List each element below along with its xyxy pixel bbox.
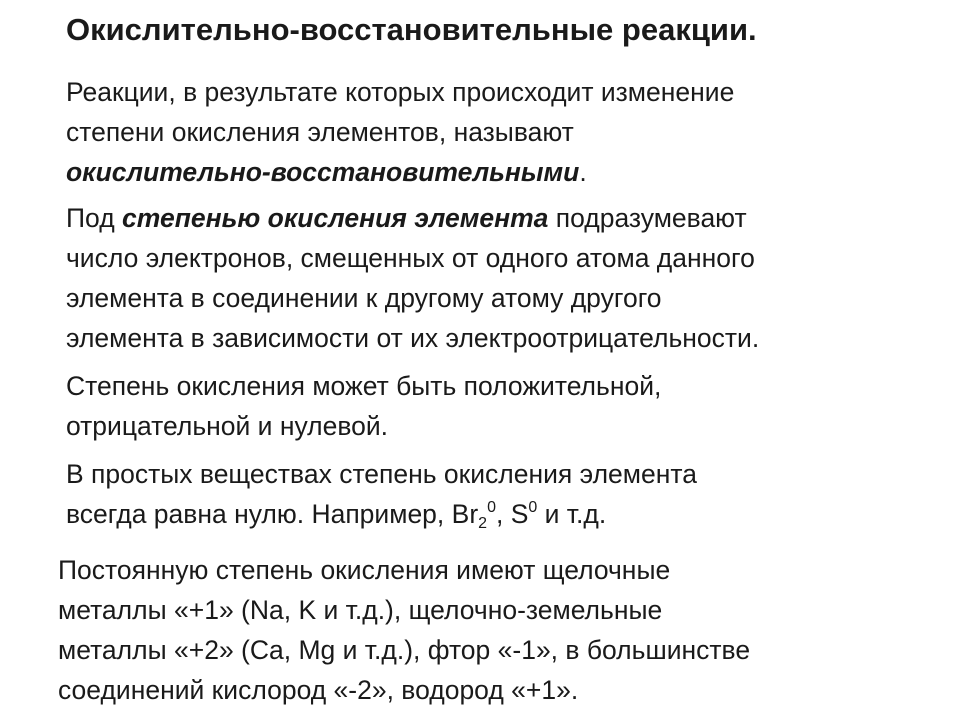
line-lead: Под <box>66 203 123 233</box>
definition-redox-paragraph <box>66 72 734 192</box>
term-oxidation-state: степенью окисления элемента <box>122 203 549 233</box>
simple-substances-paragraph <box>66 454 697 534</box>
slide-title: Окислительно-восстановительные реакции. <box>66 12 757 47</box>
example-separator: , S <box>495 499 529 529</box>
oxidation-state-sign-paragraph <box>66 366 661 446</box>
paragraph-line: число электронов, смещенных от одного атома данного <box>66 243 755 273</box>
paragraph-line: элемента в зависимости от их электроотрицательности. <box>66 323 760 353</box>
paragraph-line: металлы «+2» (Ca, Mg и т.д.), фтор «-1», в большинстве <box>58 635 751 665</box>
paragraph-line <box>66 198 759 238</box>
paragraph-line <box>66 494 697 534</box>
paragraph-line: соединений кислород «-2», водород «+1». <box>58 675 579 705</box>
bromine-subscript: 2 <box>478 515 488 532</box>
example-text: всегда равна нулю. Например, Br <box>66 499 479 529</box>
sulfur-superscript: 0 <box>528 499 538 516</box>
paragraph-line: степени окисления элементов, называют <box>66 117 574 147</box>
example-ending: и т.д. <box>537 499 607 529</box>
paragraph-line: элемента в соединении к другому атому другого <box>66 283 662 313</box>
term-punctuation: . <box>579 157 587 187</box>
term-redox: окислительно-восстановительными <box>66 157 580 187</box>
definition-oxidation-state-paragraph <box>66 198 759 358</box>
paragraph-line: отрицательной и нулевой. <box>66 411 389 441</box>
paragraph-line: металлы «+1» (Na, K и т.д.), щелочно-земельные <box>58 595 663 625</box>
paragraph-line: Реакции, в результате которых происходит изменение <box>66 77 735 107</box>
line-rest: подразумевают <box>548 203 747 233</box>
paragraph-line: Постоянную степень окисления имеют щелочные <box>58 555 671 585</box>
paragraph-line: В простых веществах степень окисления элемента <box>66 459 697 489</box>
paragraph-line: Степень окисления может быть положительной, <box>66 371 662 401</box>
paragraph-line <box>66 152 734 192</box>
constant-oxidation-state-paragraph <box>58 550 750 710</box>
bromine-superscript: 0 <box>487 499 496 516</box>
